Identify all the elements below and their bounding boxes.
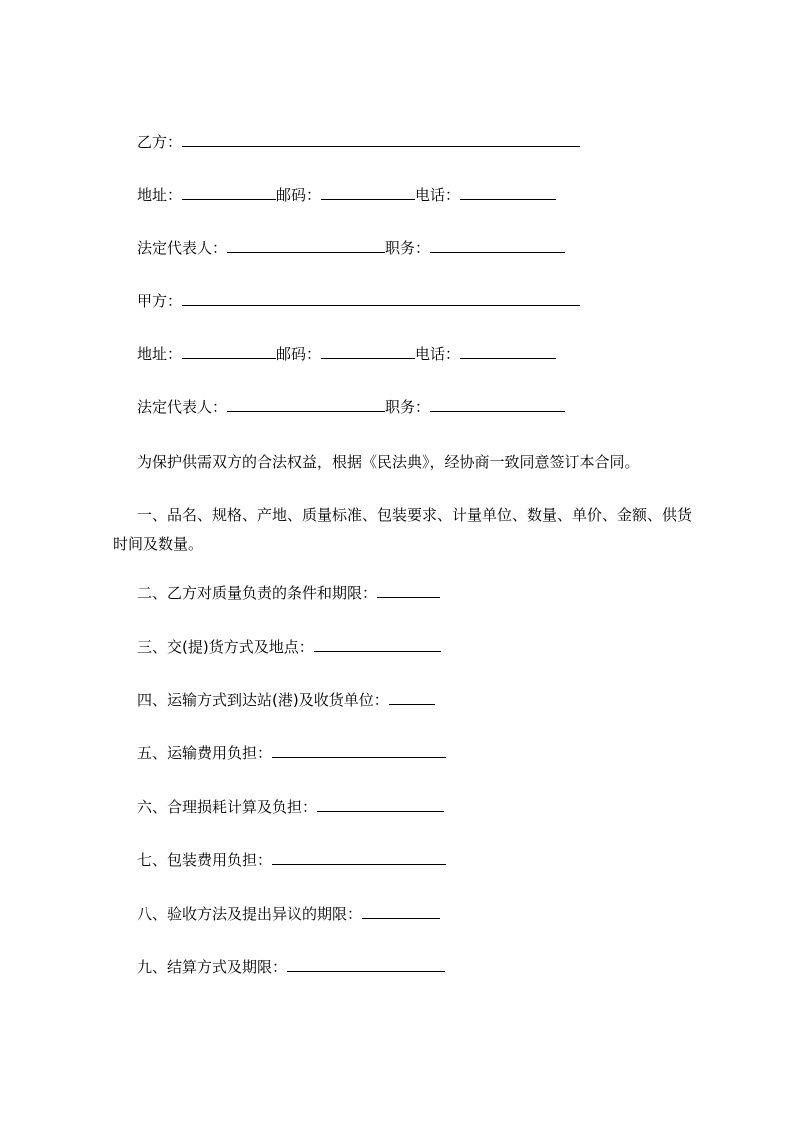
party-b-name-field[interactable] [182,132,580,147]
clause-2-label: 二、乙方对质量负责的条件和期限： [137,584,378,602]
clause-4-label: 四、运输方式到达站(港)及收货单位： [137,691,389,709]
party-b-postcode-label: 邮码： [276,186,322,204]
clause-6-label: 六、合理损耗计算及负担： [137,798,318,816]
clause-5-line [137,742,446,764]
clause-8-label: 八、验收方法及提出异议的期限： [137,905,363,923]
clause-2-field[interactable] [377,583,440,598]
party-b-postcode-field[interactable] [321,185,415,200]
party-b-address-field[interactable] [182,185,276,200]
party-b-label: 乙方： [137,133,183,151]
preamble: 为保护供需双方的合法权益，根据《民法典》，经协商一致同意签订本合同。 [137,453,640,471]
party-a-legal-rep-field[interactable] [227,397,385,412]
clause-9-label: 九、结算方式及期限： [137,958,288,976]
party-b-legal-rep-field[interactable] [227,238,385,253]
party-a-name-line [137,290,580,312]
party-a-contact-line [137,343,556,365]
party-a-phone-label: 电话： [415,345,461,363]
party-a-rep-line [137,396,565,418]
party-a-position-field[interactable] [430,397,565,412]
clause-5-label: 五、运输费用负担： [137,744,273,762]
party-b-contact-line [137,184,556,206]
party-a-name-field[interactable] [182,291,580,306]
party-b-rep-line [137,237,565,259]
party-a-label: 甲方： [137,292,183,310]
party-b-name-line [137,131,580,153]
clause-5-field[interactable] [272,743,446,758]
clause-7-line [137,849,446,871]
party-a-postcode-field[interactable] [321,344,415,359]
clause-7-field[interactable] [272,850,446,865]
clause-4-field[interactable] [389,690,435,705]
party-a-phone-field[interactable] [460,344,556,359]
clause-9-field[interactable] [287,957,445,972]
party-a-position-label: 职务： [385,398,431,416]
clause-9-line [137,956,445,978]
clause-1: 一、品名、规格、产地、质量标准、包装要求、计量单位、数量、单价、金额、供货时间及数量。 [113,506,693,553]
party-b-address-label: 地址： [137,186,183,204]
clause-7-label: 七、包装费用负担： [137,851,273,869]
party-b-phone-label: 电话： [415,186,461,204]
party-a-address-label: 地址： [137,345,183,363]
clause-6-field[interactable] [317,797,444,812]
clause-3-line [137,636,441,658]
clause-8-field[interactable] [362,904,440,919]
clause-2-line [137,582,440,604]
party-a-legal-rep-label: 法定代表人： [137,398,228,416]
party-b-position-label: 职务： [385,239,431,257]
clause-4-line [137,689,435,711]
clause-6-line [137,796,444,818]
party-a-address-field[interactable] [182,344,276,359]
party-b-phone-field[interactable] [460,185,556,200]
party-b-position-field[interactable] [430,238,565,253]
party-a-postcode-label: 邮码： [276,345,322,363]
clause-3-field[interactable] [314,637,441,652]
party-b-legal-rep-label: 法定代表人： [137,239,228,257]
clause-3-label: 三、交(提)货方式及地点： [137,638,314,656]
clause-8-line [137,903,440,925]
